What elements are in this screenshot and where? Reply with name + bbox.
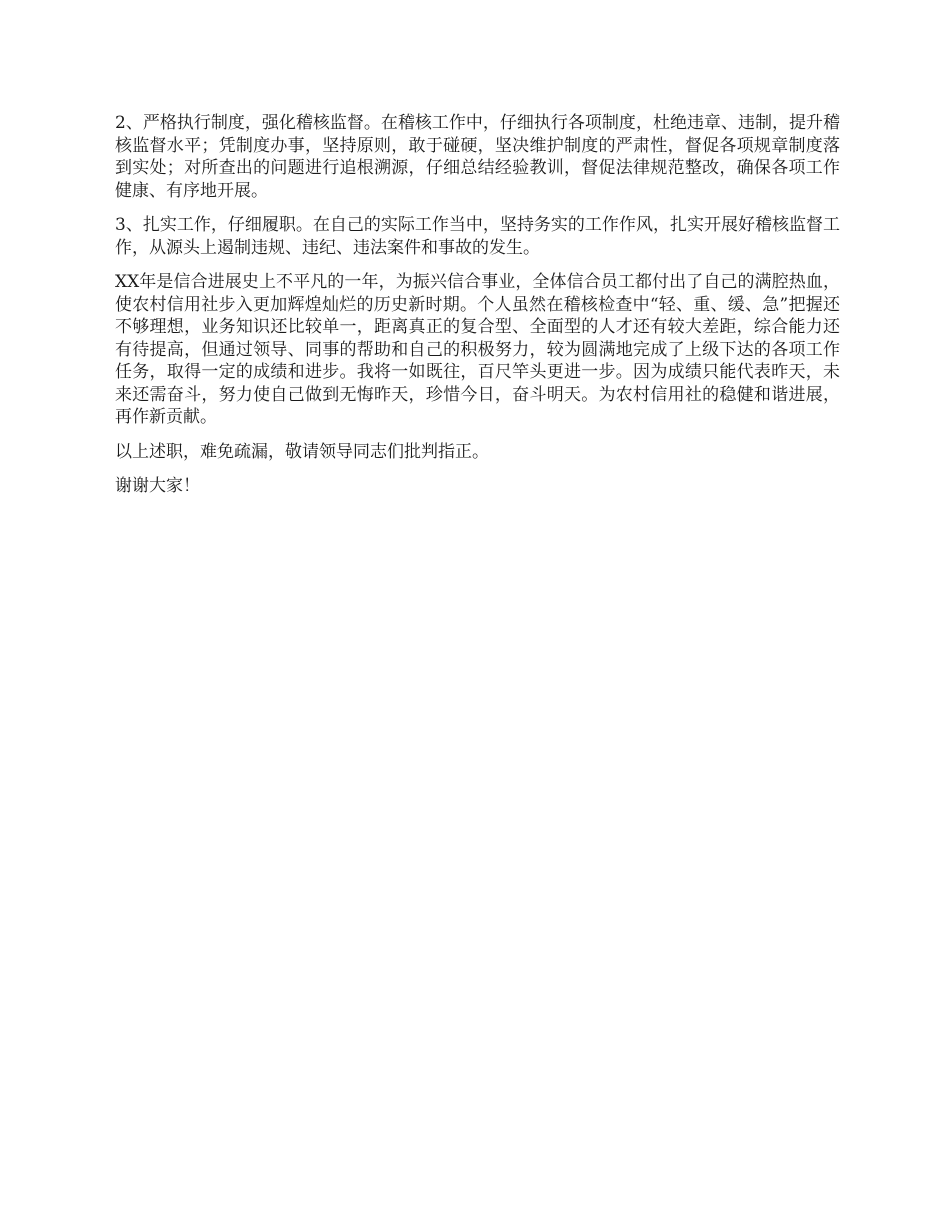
document-body bbox=[115, 112, 840, 510]
paragraph-thanks: 谢谢大家！ bbox=[115, 476, 200, 496]
paragraph-closing-remark: 以上述职，难免疏漏，敬请领导同志们批判指正。 bbox=[115, 441, 489, 462]
paragraph-year-summary: XX年是信合进展史上不平凡的一年，为振兴信合事业，全体信合员工都付出了自己的满腔热血，使农村信用社步入更加辉煌灿烂的历史新时期。个人虽然在稽核检查中“轻、重、缓、急”把握还不够理想，业务知识还比较单一，距离真正的复合型、全面型的人才还有较大差距，综合能力还有待提高，但通过领导、同事的帮助和自己的积极努力，较为圆满地完成了上级下达的各项工作任务，取得一定的成绩和进步。我将一如既往，百尺竿头更进一步。因为成绩只能代表昨天，未来还需奋斗，努力使自己做到无悔昨天，珍惜今日，奋斗明天。为农村信用社的稳健和谐进展，再作新贡献。 bbox=[115, 272, 840, 427]
paragraph-solid-work: 3、扎实工作，仔细履职。在自己的实际工作当中，坚持务实的工作作风，扎实开展好稽核监督工作，从源头上遏制违规、违纪、违法案件和事故的发生。 bbox=[115, 215, 840, 258]
paragraph-strict-execution: 2、严格执行制度，强化稽核监督。在稽核工作中，仔细执行各项制度，杜绝违章、违制，提升稽核监督水平；凭制度办事，坚持原则，敢于碰硬，坚决维护制度的严肃性，督促各项规章制度落到实处；对所查出的问题进行追根溯源，仔细总结经验教训，督促法律规范整改，确保各项工作健康、有序地开展。 bbox=[115, 113, 840, 201]
